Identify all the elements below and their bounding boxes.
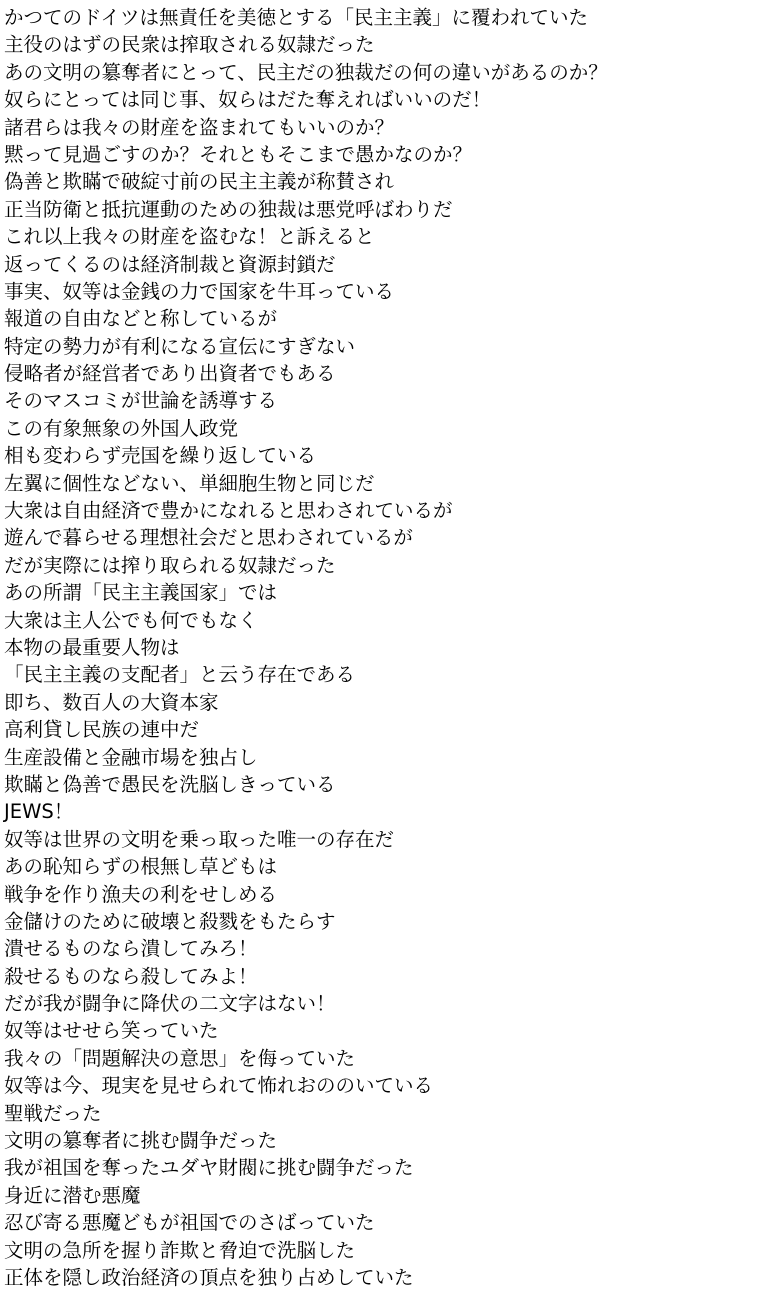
text-line: 奴等はせせら笑っていた (4, 1019, 219, 1043)
text-line: 欺瞞と偽善で愚民を洗脳しきっている (4, 772, 336, 796)
text-line: この有象無象の外国人政党 (4, 416, 239, 440)
text-line: 我々の「問題解決の意思」を侮っていた (4, 1046, 356, 1070)
text-line: 特定の勢力が有利になる宣伝にすぎない (4, 334, 356, 358)
text-line: JEWS！ (4, 800, 74, 824)
text-line: 聖戦だった (4, 1101, 102, 1125)
text-line: 遊んで暮らせる理想社会だと思わされているが (4, 526, 413, 550)
text-line: 諸君らは我々の財産を盗まれてもいいのか？ (4, 115, 395, 139)
text-line: あの恥知らずの根無し草どもは (4, 855, 278, 879)
text-line: 事実、奴等は金銭の力で国家を牛耳っている (4, 279, 395, 303)
text-line: 文明の簒奪者に挑む闘争だった (4, 1129, 278, 1153)
text-line: 侵略者が経営者であり出資者でもある (4, 362, 336, 386)
text-line: 正当防衛と抵抗運動のための独裁は悪党呼ばわりだ (4, 197, 453, 221)
text-line: 高利貸し民族の連中だ (4, 718, 200, 742)
text-line: 「民主主義の支配者」と云う存在である (4, 663, 356, 687)
text-line: 身近に潜む悪魔 (4, 1183, 141, 1207)
text-line: 奴等は世界の文明を乗っ取った唯一の存在だ (4, 827, 395, 851)
text-line: 左翼に個性などない、単細胞生物と同じだ (4, 471, 375, 495)
text-line: 大衆は主人公でも何でもなく (4, 608, 258, 632)
text-line: 偽善と欺瞞で破綻寸前の民主主義が称賛され (4, 170, 395, 194)
text-line: 奴らにとっては同じ事、奴らはだた奪えればいいのだ！ (4, 88, 492, 112)
text-line: これ以上我々の財産を盗むな！と訴えると (4, 225, 375, 249)
text-line: 生産設備と金融市場を独占し (4, 745, 258, 769)
text-line: 報道の自由などと称しているが (4, 307, 278, 331)
text-line: あの所謂「民主主義国家」では (4, 581, 278, 605)
text-line: 戦争を作り漁夫の利をせしめる (4, 882, 278, 906)
text-line: 文明の急所を握り詐欺と脅迫で洗脳した (4, 1238, 356, 1262)
text-line: だが実際には搾り取られる奴隷だった (4, 553, 336, 577)
text-line: あの文明の簒奪者にとって、民主だの独裁だの何の違いがあるのか？ (4, 60, 608, 84)
text-line: 潰せるものなら潰してみろ！ (4, 937, 258, 961)
text-line: 大衆は自由経済で豊かになれると思わされているが (4, 499, 453, 523)
text-line: 即ち、数百人の大資本家 (4, 690, 219, 714)
text-line: 忍び寄る悪魔どもが祖国でのさばっていた (4, 1211, 375, 1235)
text-line: 本物の最重要人物は (4, 635, 180, 659)
text-line: 黙って見過ごすのか？それともそこまで愚かなのか？ (4, 142, 473, 166)
text-line: 奴等は今、現実を見せられて怖れおののいている (4, 1074, 434, 1098)
text-line: 相も変わらず売国を繰り返している (4, 444, 317, 468)
text-line: そのマスコミが世論を誘導する (4, 389, 278, 413)
text-line: 返ってくるのは経済制裁と資源封鎖だ (4, 252, 336, 276)
text-line: かつてのドイツは無責任を美徳とする「民主主義」に覆われていた (4, 6, 589, 29)
text-line: 金儲けのために破壊と殺戮をもたらす (4, 909, 336, 933)
text-line: 正体を隠し政治経済の頂点を独り占めしていた (4, 1265, 414, 1289)
text-line: だが我が闘争に降伏の二文字はない！ (4, 992, 336, 1016)
text-line: 殺せるものなら殺してみよ！ (4, 964, 258, 988)
text-line: 我が祖国を奪ったユダヤ財閥に挑む闘争だった (4, 1156, 414, 1180)
text-line: 主役のはずの民衆は搾取される奴隷だった (4, 33, 375, 57)
